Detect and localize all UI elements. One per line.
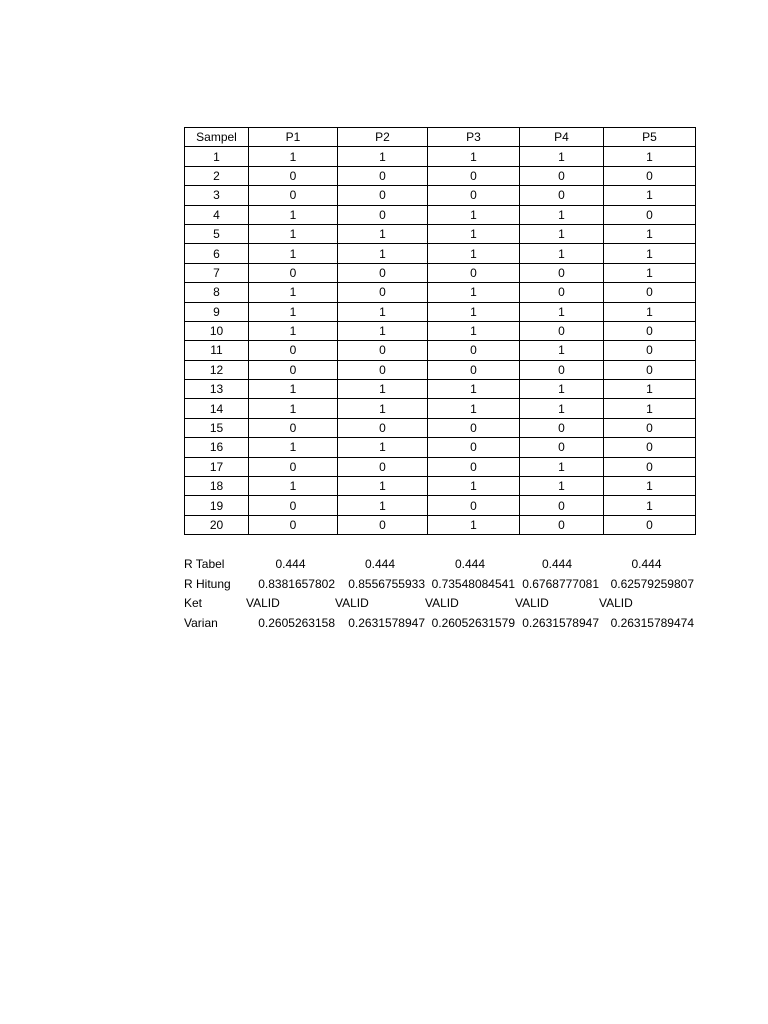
- sample-number-cell: 7: [185, 263, 249, 282]
- r-hitung-value: 0.6768777081: [522, 576, 599, 591]
- sample-number-cell: 14: [185, 399, 249, 418]
- score-cell: 0: [428, 263, 520, 282]
- table-row: [185, 399, 696, 418]
- header-sampel: Sampel: [185, 128, 249, 147]
- sample-number-cell: 9: [185, 302, 249, 321]
- score-cell: 1: [520, 380, 604, 399]
- header-p1: P1: [249, 128, 338, 147]
- score-cell: 1: [338, 321, 428, 340]
- r-hitung-row: [184, 575, 694, 595]
- varian-value: 0.26315789474: [610, 615, 694, 630]
- score-cell: 0: [520, 186, 604, 205]
- r-tabel-value: 0.444: [364, 557, 396, 572]
- r-tabel-value: 0.444: [454, 557, 486, 572]
- score-cell: 0: [249, 166, 338, 185]
- score-cell: 1: [249, 399, 338, 418]
- score-cell: 1: [604, 477, 696, 496]
- score-cell: 0: [520, 283, 604, 302]
- score-cell: 0: [249, 515, 338, 534]
- score-cell: 0: [249, 496, 338, 515]
- sample-number-cell: 3: [185, 186, 249, 205]
- score-cell: 1: [428, 302, 520, 321]
- score-cell: 0: [249, 186, 338, 205]
- score-cell: 0: [428, 457, 520, 476]
- sample-number-cell: 16: [185, 438, 249, 457]
- score-cell: 0: [338, 263, 428, 282]
- score-cell: 1: [604, 244, 696, 263]
- score-cell: 0: [604, 438, 696, 457]
- score-cell: 0: [520, 496, 604, 515]
- score-cell: 1: [520, 224, 604, 243]
- table-row: [185, 457, 696, 476]
- header-p3: P3: [428, 128, 520, 147]
- sample-number-cell: 5: [185, 224, 249, 243]
- score-cell: 0: [338, 341, 428, 360]
- r-tabel-value: 0.444: [541, 557, 573, 572]
- sample-number-cell: 6: [185, 244, 249, 263]
- table-row: [185, 515, 696, 534]
- score-cell: 1: [249, 438, 338, 457]
- score-cell: 1: [249, 321, 338, 340]
- score-cell: 0: [338, 457, 428, 476]
- table-row: [185, 418, 696, 437]
- score-cell: 1: [338, 302, 428, 321]
- score-cell: 0: [338, 360, 428, 379]
- score-cell: 0: [604, 341, 696, 360]
- header-p4: P4: [520, 128, 604, 147]
- r-hitung-label: R Hitung: [184, 576, 231, 591]
- score-cell: 0: [428, 496, 520, 515]
- r-hitung-value: 0.73548084541: [431, 576, 515, 591]
- score-cell: 1: [520, 302, 604, 321]
- score-cell: 1: [520, 341, 604, 360]
- r-tabel-value: 0.444: [275, 557, 306, 572]
- score-cell: 0: [338, 205, 428, 224]
- table-row: [185, 244, 696, 263]
- table-row: [185, 496, 696, 515]
- sample-number-cell: 1: [185, 147, 249, 166]
- score-cell: 1: [338, 224, 428, 243]
- score-cell: 0: [520, 360, 604, 379]
- score-cell: 1: [338, 477, 428, 496]
- ket-value: VALID: [335, 596, 369, 611]
- header-row: [185, 128, 696, 147]
- score-cell: 1: [249, 302, 338, 321]
- r-hitung-value: 0.8556755933: [348, 576, 425, 591]
- score-cell: 1: [249, 244, 338, 263]
- score-cell: 1: [249, 147, 338, 166]
- score-cell: 1: [338, 399, 428, 418]
- varian-value: 0.2631578947: [522, 615, 599, 630]
- score-cell: 1: [604, 302, 696, 321]
- table-row: [185, 205, 696, 224]
- r-tabel-row: [184, 555, 694, 575]
- sample-number-cell: 8: [185, 283, 249, 302]
- score-cell: 1: [604, 186, 696, 205]
- score-cell: 0: [604, 321, 696, 340]
- score-cell: 1: [249, 477, 338, 496]
- table-row: [185, 263, 696, 282]
- score-cell: 0: [428, 166, 520, 185]
- score-cell: 1: [520, 477, 604, 496]
- table-row: [185, 186, 696, 205]
- score-cell: 1: [520, 457, 604, 476]
- score-cell: 1: [604, 224, 696, 243]
- ket-value: VALID: [515, 596, 549, 611]
- score-cell: 0: [520, 418, 604, 437]
- score-cell: 1: [249, 283, 338, 302]
- score-cell: 0: [520, 438, 604, 457]
- score-cell: 0: [338, 515, 428, 534]
- ket-value: VALID: [246, 596, 280, 611]
- table-row: [185, 360, 696, 379]
- table-row: [185, 224, 696, 243]
- score-cell: 0: [338, 283, 428, 302]
- score-cell: 0: [520, 166, 604, 185]
- score-cell: 1: [249, 224, 338, 243]
- score-cell: 1: [428, 224, 520, 243]
- score-cell: 1: [520, 147, 604, 166]
- score-cell: 1: [604, 147, 696, 166]
- score-cell: 1: [428, 147, 520, 166]
- score-cell: 1: [338, 147, 428, 166]
- score-cell: 0: [428, 438, 520, 457]
- score-cell: 0: [428, 360, 520, 379]
- score-cell: 0: [604, 166, 696, 185]
- data-table: [184, 127, 696, 535]
- score-cell: 0: [428, 186, 520, 205]
- r-hitung-value: 0.62579259807: [610, 576, 694, 591]
- score-cell: 0: [338, 418, 428, 437]
- varian-value: 0.2631578947: [348, 615, 425, 630]
- table-row: [185, 477, 696, 496]
- header-p2: P2: [338, 128, 428, 147]
- score-cell: 0: [428, 418, 520, 437]
- table-row: [185, 147, 696, 166]
- score-cell: 1: [604, 380, 696, 399]
- score-cell: 1: [249, 380, 338, 399]
- ket-value: VALID: [425, 596, 459, 611]
- score-cell: 0: [338, 166, 428, 185]
- table-row: [185, 166, 696, 185]
- score-cell: 1: [520, 399, 604, 418]
- score-cell: 0: [338, 186, 428, 205]
- score-cell: 1: [428, 244, 520, 263]
- r-tabel-value: 0.444: [631, 557, 662, 572]
- table-body: [185, 147, 696, 535]
- score-cell: 0: [604, 515, 696, 534]
- r-tabel-label: R Tabel: [184, 557, 225, 572]
- score-cell: 1: [428, 399, 520, 418]
- score-cell: 1: [428, 283, 520, 302]
- score-cell: 1: [428, 205, 520, 224]
- score-cell: 1: [249, 205, 338, 224]
- varian-value: 0.26052631579: [431, 615, 515, 630]
- table-row: [185, 283, 696, 302]
- sample-number-cell: 18: [185, 477, 249, 496]
- score-cell: 0: [249, 341, 338, 360]
- score-cell: 0: [520, 263, 604, 282]
- sample-number-cell: 15: [185, 418, 249, 437]
- score-cell: 0: [604, 457, 696, 476]
- sample-number-cell: 10: [185, 321, 249, 340]
- table-row: [185, 380, 696, 399]
- ket-label: Ket: [184, 596, 203, 611]
- score-cell: 1: [604, 496, 696, 515]
- sample-number-cell: 20: [185, 515, 249, 534]
- ket-row: [184, 594, 694, 614]
- score-cell: 1: [604, 399, 696, 418]
- sample-number-cell: 11: [185, 341, 249, 360]
- r-hitung-value: 0.8381657802: [258, 576, 335, 591]
- sample-number-cell: 2: [185, 166, 249, 185]
- sample-number-cell: 4: [185, 205, 249, 224]
- score-cell: 0: [249, 360, 338, 379]
- score-cell: 0: [249, 457, 338, 476]
- score-cell: 1: [338, 244, 428, 263]
- score-cell: 0: [604, 205, 696, 224]
- sample-number-cell: 13: [185, 380, 249, 399]
- score-cell: 1: [520, 205, 604, 224]
- score-cell: 1: [338, 380, 428, 399]
- table-row: [185, 438, 696, 457]
- varian-row: [184, 614, 694, 634]
- score-cell: 0: [428, 341, 520, 360]
- score-cell: 0: [249, 263, 338, 282]
- sample-number-cell: 19: [185, 496, 249, 515]
- score-cell: 1: [428, 515, 520, 534]
- score-cell: 1: [428, 477, 520, 496]
- score-cell: 1: [428, 380, 520, 399]
- header-p5: P5: [604, 128, 696, 147]
- score-cell: 0: [604, 418, 696, 437]
- ket-value: VALID: [599, 596, 633, 611]
- table-row: [185, 321, 696, 340]
- varian-value: 0.2605263158: [258, 615, 335, 630]
- stats-table: [184, 555, 694, 633]
- varian-label: Varian: [184, 615, 218, 630]
- score-cell: 0: [604, 360, 696, 379]
- score-cell: 0: [249, 418, 338, 437]
- score-cell: 1: [428, 321, 520, 340]
- score-cell: 0: [520, 515, 604, 534]
- score-cell: 1: [604, 263, 696, 282]
- sample-number-cell: 17: [185, 457, 249, 476]
- table-row: [185, 341, 696, 360]
- score-cell: 0: [604, 283, 696, 302]
- score-cell: 1: [338, 496, 428, 515]
- score-cell: 0: [520, 321, 604, 340]
- sample-number-cell: 12: [185, 360, 249, 379]
- score-cell: 1: [520, 244, 604, 263]
- score-cell: 1: [338, 438, 428, 457]
- table-row: [185, 302, 696, 321]
